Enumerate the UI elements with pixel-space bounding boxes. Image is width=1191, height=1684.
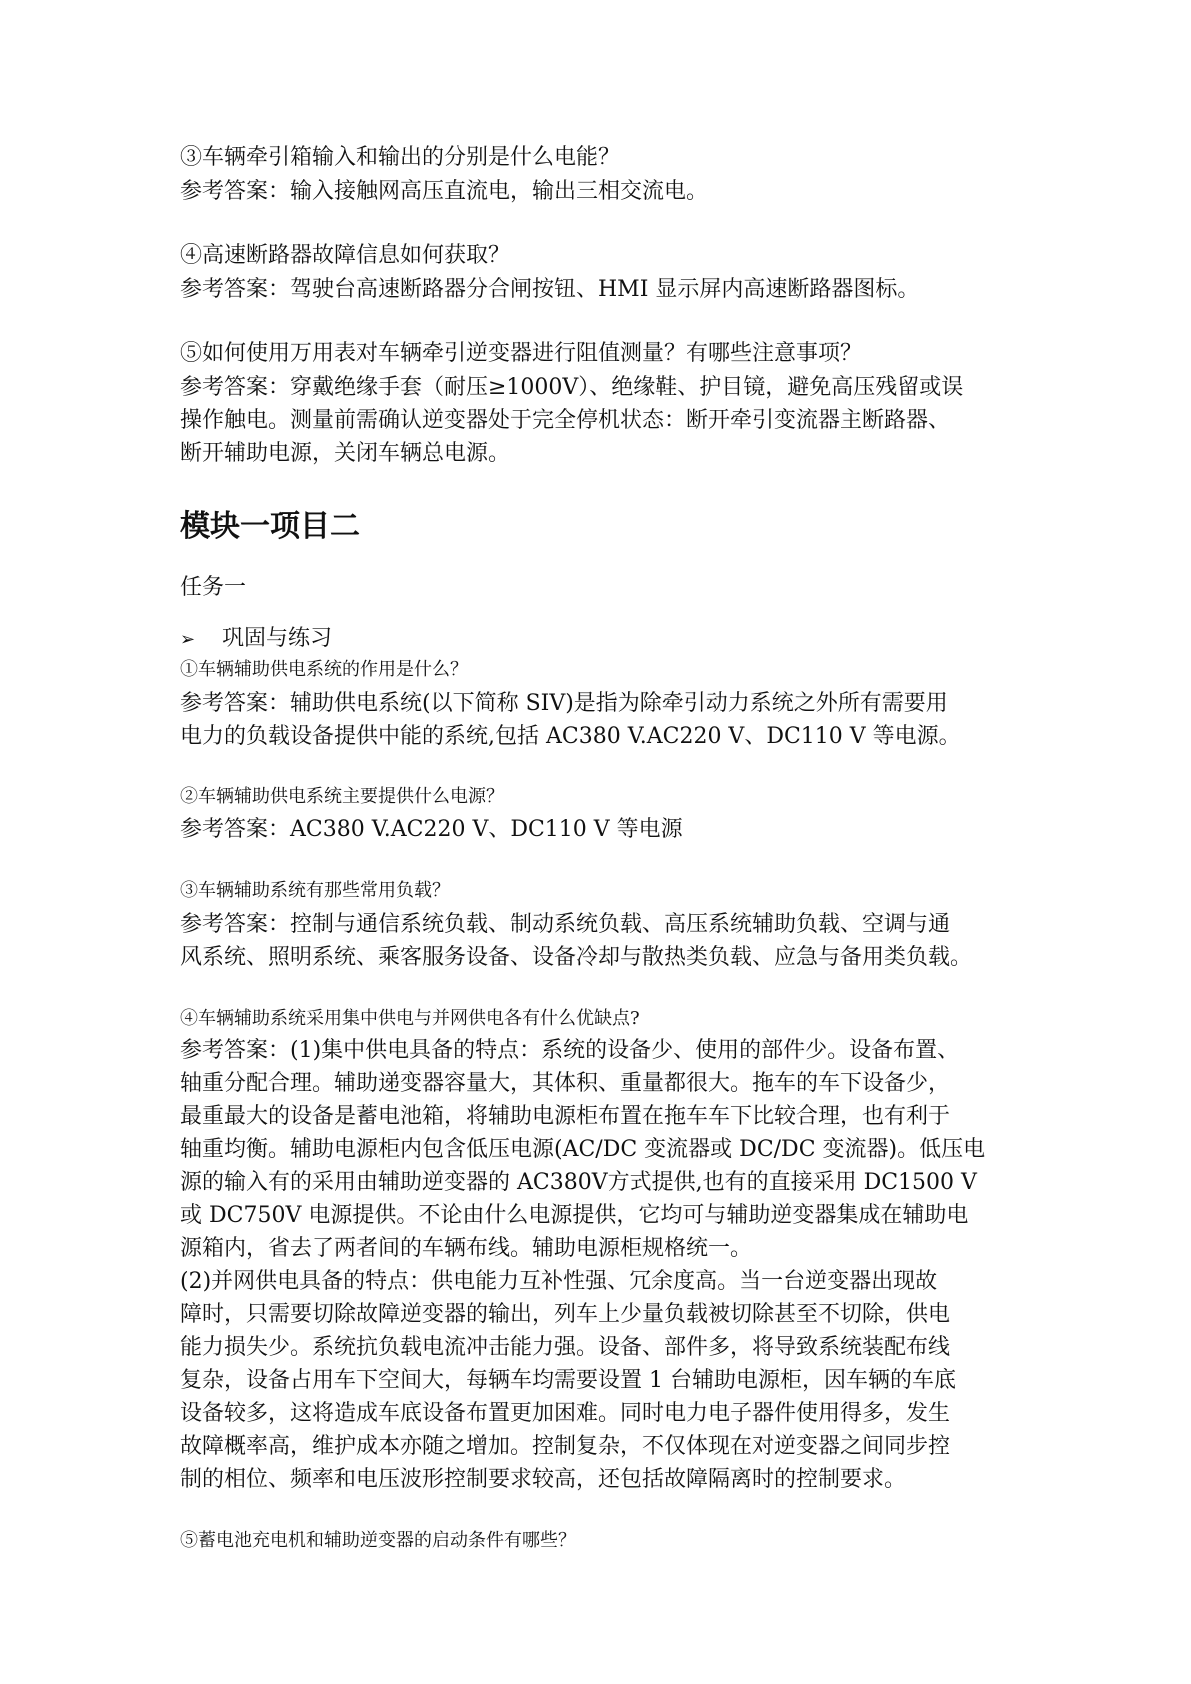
question-s2-3: ③车辆辅助系统有那些常用负载？ (180, 880, 450, 901)
answer-5-line-2: 操作触电。测量前需确认逆变器处于完全停机状态：断开牵引变流器主断路器、 (180, 408, 951, 433)
practice-label: 巩固与练习 (222, 626, 333, 651)
answer-s2-4-line-9: 障时，只需要切除故障逆变器的输出，列车上少量负载被切除甚至不切除，供电 (180, 1302, 951, 1327)
question-3: ③车辆牵引箱输入和输出的分别是什么电能？ (180, 145, 621, 170)
answer-4: 参考答案：驾驶台高速断路器分合闸按钮、HMI 显示屏内高速断路器图标。 (180, 277, 920, 302)
question-5: ⑤如何使用万用表对车辆牵引逆变器进行阻值测量？有哪些注意事项？ (180, 341, 863, 366)
answer-s2-4-line-6: 或 DC750V 电源提供。不论由什么电源提供，它均可与辅助逆变器集成在辅助电 (180, 1203, 969, 1228)
answer-s2-4-line-8: (2)并网供电具备的特点：供电能力互补性强、冗余度高。当一台逆变器出现故 (180, 1269, 938, 1294)
question-s2-5: ⑤蓄电池充电机和辅助逆变器的启动条件有哪些？ (180, 1530, 576, 1551)
answer-s2-3-line-1: 参考答案：控制与通信系统负载、制动系统负载、高压系统辅助负载、空调与通 (180, 912, 951, 937)
answer-s2-4-line-11: 复杂，设备占用车下空间大，每辆车均需要设置 1 台辅助电源柜，因车辆的车底 (180, 1368, 956, 1393)
answer-s2-1-line-1: 参考答案：辅助供电系统(以下简称 SIV)是指为除牵引动力系统之外所有需要用 (180, 691, 948, 716)
document-page (180, 0, 1020, 1684)
answer-s2-4-line-12: 设备较多，这将造成车底设备布置更加困难。同时电力电子器件使用得多，发生 (180, 1401, 951, 1426)
practice-bullet (180, 624, 332, 655)
answer-s2-4-line-7: 源箱内，省去了两者间的车辆布线。辅助电源柜规格统一。 (180, 1236, 753, 1261)
question-s2-2: ②车辆辅助供电系统主要提供什么电源？ (180, 786, 504, 807)
question-s2-1: ①车辆辅助供电系统的作用是什么？ (180, 659, 468, 680)
module-heading: 模块一项目二 (180, 509, 360, 544)
answer-s2-2: 参考答案：AC380 V.AC220 V、DC110 V 等电源 (180, 817, 683, 842)
answer-s2-4-line-14: 制的相位、频率和电压波形控制要求较高，还包括故障隔离时的控制要求。 (180, 1467, 907, 1492)
answer-s2-4-line-13: 故障概率高，维护成本亦随之增加。控制复杂，不仅体现在对逆变器之间同步控 (180, 1434, 951, 1459)
answer-s2-3-line-2: 风系统、照明系统、乘客服务设备、设备冷却与散热类负载、应急与备用类负载。 (180, 945, 973, 970)
answer-s2-4-line-10: 能力损失少。系统抗负载电流冲击能力强。设备、部件多，将导致系统装配布线 (180, 1335, 951, 1360)
arrow-bullet-icon: ➢ (180, 629, 196, 650)
question-4: ④高速断路器故障信息如何获取？ (180, 243, 511, 268)
answer-s2-4-line-3: 最重最大的设备是蓄电池箱，将辅助电源柜布置在拖车车下比较合理，也有利于 (180, 1104, 951, 1129)
answer-s2-4-line-1: 参考答案：(1)集中供电具备的特点：系统的设备少、使用的部件少。设备布置、 (180, 1038, 960, 1063)
task-label: 任务一 (180, 575, 247, 600)
answer-s2-1-line-2: 电力的负载设备提供中能的系统,包括 AC380 V.AC220 V、DC110 V 等电源。 (180, 724, 961, 749)
answer-s2-4-line-2: 轴重分配合理。辅助递变器容量大，其体积、重量都很大。拖车的车下设备少， (180, 1071, 951, 1096)
answer-5-line-1: 参考答案：穿戴绝缘手套（耐压≥1000V）、绝缘鞋、护目镜，避免高压残留或误 (180, 375, 964, 400)
answer-5-line-3: 断开辅助电源，关闭车辆总电源。 (180, 441, 511, 466)
answer-3: 参考答案：输入接触网高压直流电，输出三相交流电。 (180, 179, 709, 204)
question-s2-4: ④车辆辅助系统采用集中供电与并网供电各有什么优缺点? (180, 1008, 640, 1029)
answer-s2-4-line-4: 轴重均衡。辅助电源柜内包含低压电源(AC/DC 变流器或 DC/DC 变流器)。低压电 (180, 1137, 986, 1162)
answer-s2-4-line-5: 源的输入有的采用由辅助逆变器的 AC380Ⅴ方式提供,也有的直接采用 DC1500 V (180, 1170, 977, 1195)
